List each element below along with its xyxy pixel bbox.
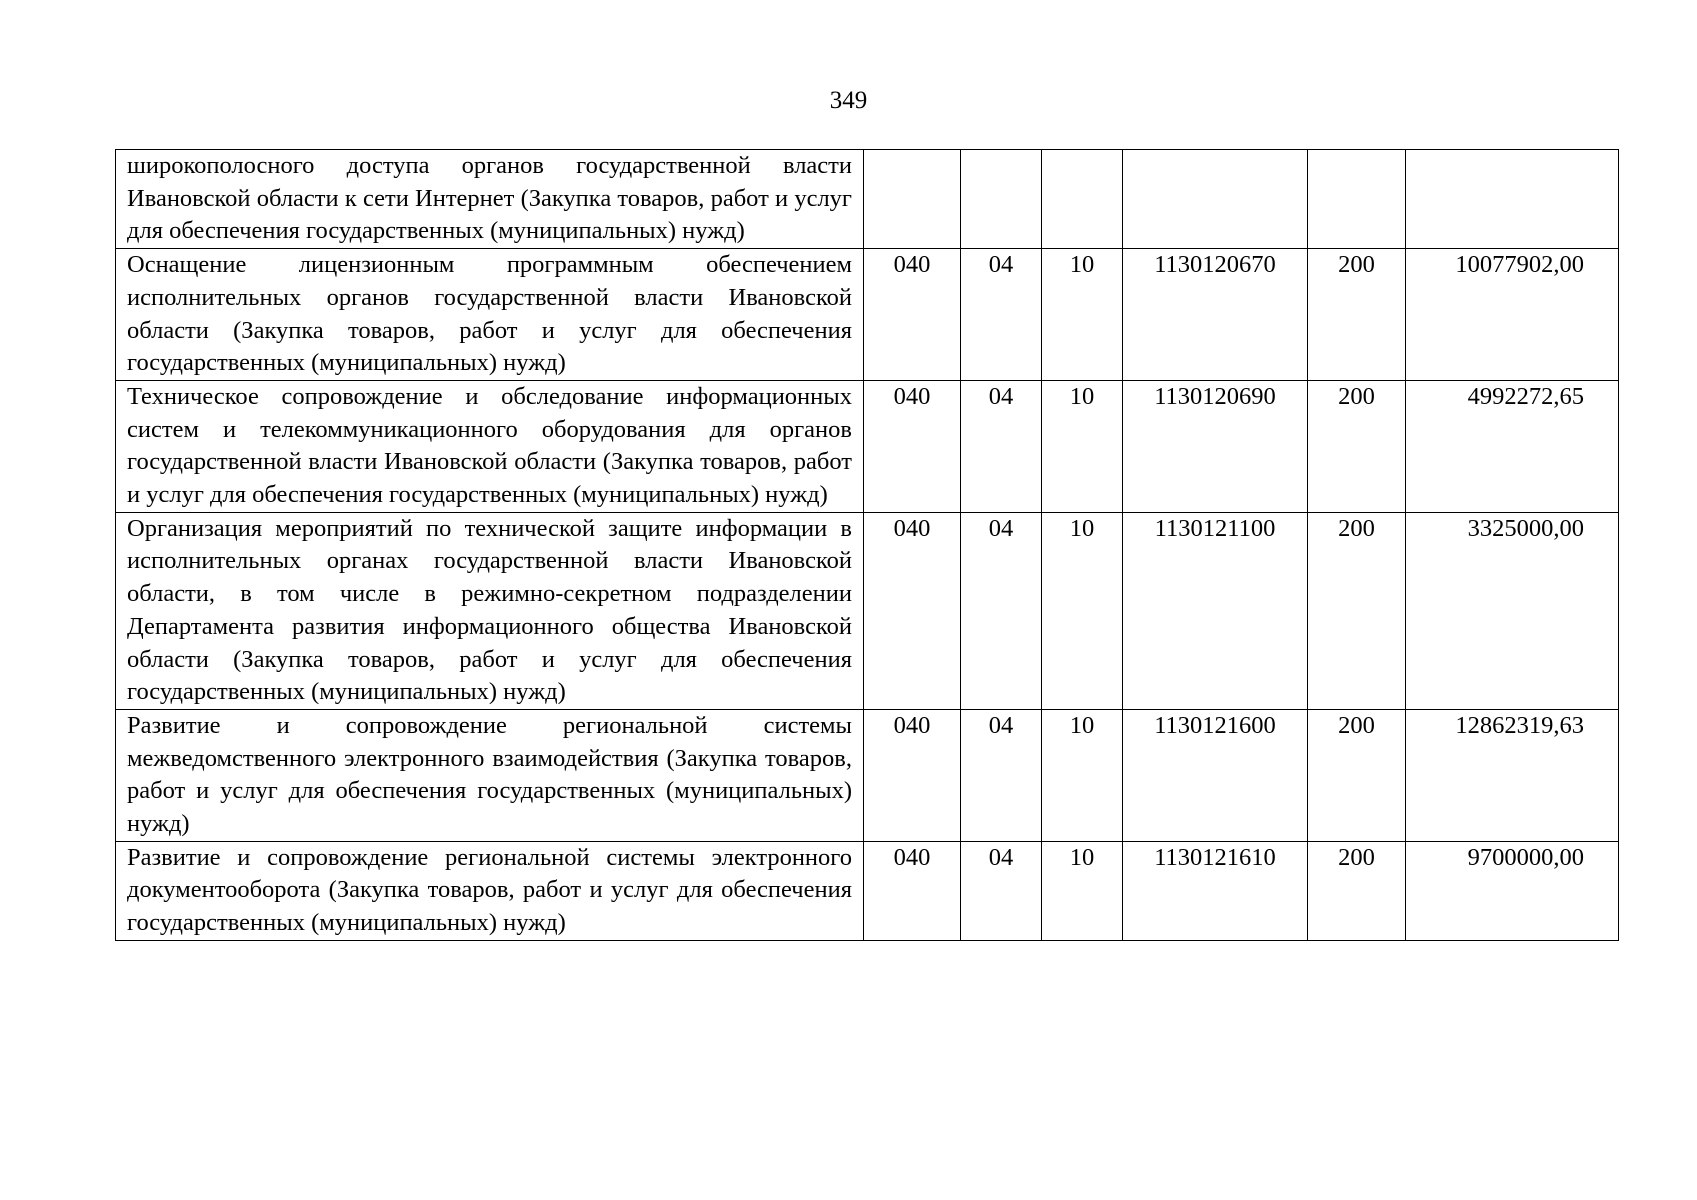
expense-type-code: 200 (1308, 512, 1406, 709)
section-code: 04 (961, 512, 1042, 709)
section-code: 04 (961, 709, 1042, 841)
grbs-code: 040 (864, 249, 961, 381)
expense-type-code: 200 (1308, 709, 1406, 841)
row-description: Техническое сопровождение и обследование информационных систем и телекоммуникационного оборудования для органов государственной власти Ивановской области (Закупка товаров, работ и услуг для обеспечения государственных (муниципальных) нужд) (116, 380, 864, 512)
table-row (116, 709, 1619, 841)
subsection-code (1042, 150, 1123, 249)
subsection-code: 10 (1042, 841, 1123, 940)
target-article-code: 1130121600 (1123, 709, 1308, 841)
expense-type-code: 200 (1308, 380, 1406, 512)
target-article-code: 1130121610 (1123, 841, 1308, 940)
target-article-code: 1130121100 (1123, 512, 1308, 709)
table-row (116, 150, 1619, 249)
row-description: широкополосного доступа органов государственной власти Ивановской области к сети Интернет (Закупка товаров, работ и услуг для обеспечения государственных (муниципальных) нужд) (116, 150, 864, 249)
subsection-code: 10 (1042, 512, 1123, 709)
amount: 12862319,63 (1406, 709, 1619, 841)
grbs-code: 040 (864, 380, 961, 512)
expense-type-code: 200 (1308, 841, 1406, 940)
budget-table (115, 149, 1619, 941)
target-article-code: 1130120690 (1123, 380, 1308, 512)
amount (1406, 150, 1619, 249)
row-description: Развитие и сопровождение региональной системы электронного документооборота (Закупка товаров, работ и услуг для обеспечения государственных (муниципальных) нужд) (116, 841, 864, 940)
section-code: 04 (961, 380, 1042, 512)
grbs-code (864, 150, 961, 249)
grbs-code: 040 (864, 512, 961, 709)
table-row (116, 841, 1619, 940)
section-code: 04 (961, 841, 1042, 940)
amount: 10077902,00 (1406, 249, 1619, 381)
target-article-code: 1130120670 (1123, 249, 1308, 381)
table-row (116, 512, 1619, 709)
section-code: 04 (961, 249, 1042, 381)
row-description: Организация мероприятий по технической защите информации в исполнительных органах государственной власти Ивановской области, в том числе в режимно-секретном подразделении Департамента развития информационного общества Ивановской области (Закупка товаров, работ и услуг для обеспечения государственных (муниципальных) нужд) (116, 512, 864, 709)
table-row (116, 380, 1619, 512)
grbs-code: 040 (864, 841, 961, 940)
row-description: Оснащение лицензионным программным обеспечением исполнительных органов государственной власти Ивановской области (Закупка товаров, работ и услуг для обеспечения государственных (муниципальных) нужд) (116, 249, 864, 381)
page-number: 349 (829, 87, 868, 114)
amount: 3325000,00 (1406, 512, 1619, 709)
expense-type-code (1308, 150, 1406, 249)
subsection-code: 10 (1042, 709, 1123, 841)
row-description: Развитие и сопровождение региональной системы межведомственного электронного взаимодействия (Закупка товаров, работ и услуг для обеспечения государственных (муниципальных) нужд) (116, 709, 864, 841)
expense-type-code: 200 (1308, 249, 1406, 381)
subsection-code: 10 (1042, 380, 1123, 512)
section-code (961, 150, 1042, 249)
subsection-code: 10 (1042, 249, 1123, 381)
table-row (116, 249, 1619, 381)
grbs-code: 040 (864, 709, 961, 841)
target-article-code (1123, 150, 1308, 249)
amount: 4992272,65 (1406, 380, 1619, 512)
amount: 9700000,00 (1406, 841, 1619, 940)
